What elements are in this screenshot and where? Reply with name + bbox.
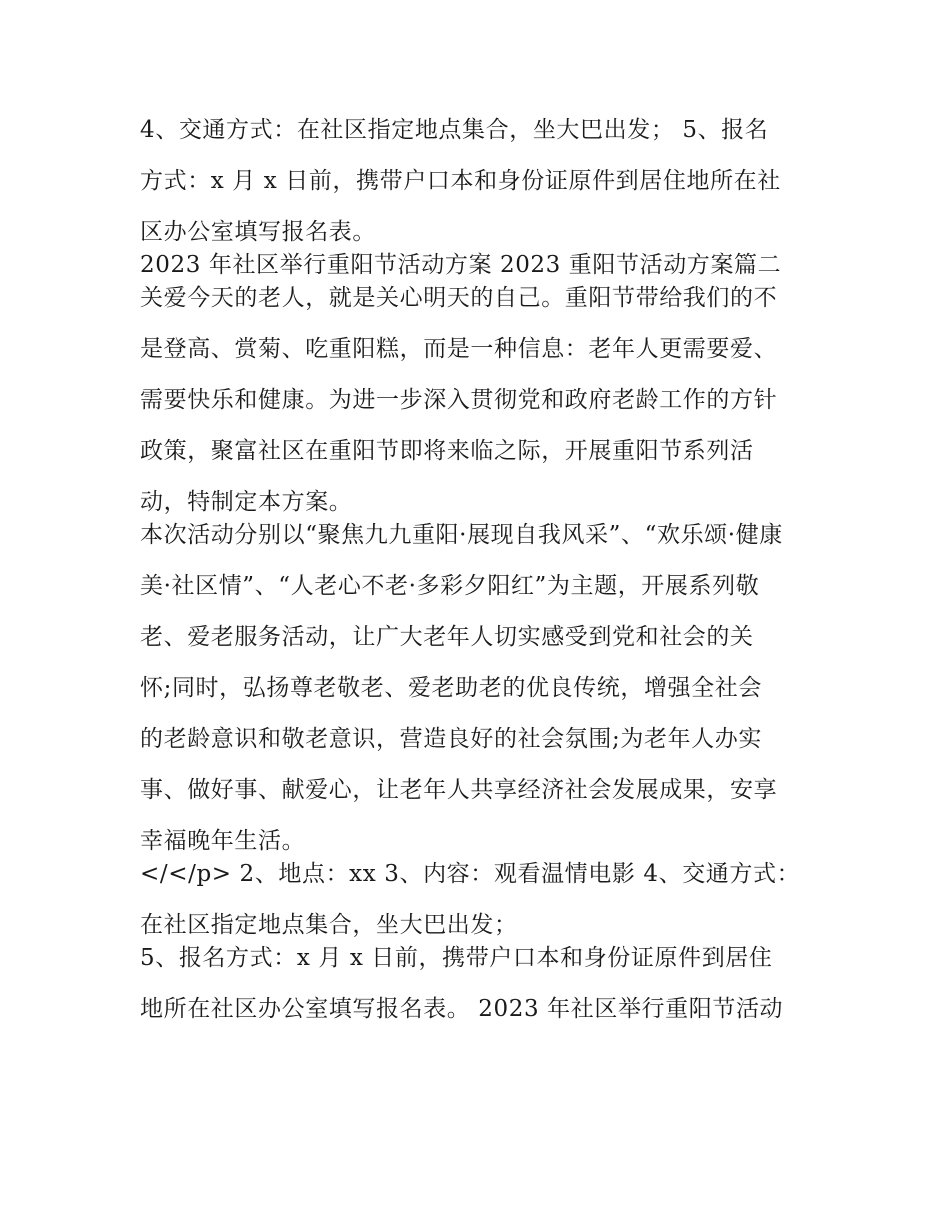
text-line: 5、报名方式：x 月 x 日前，携带户口本和身份证原件到居住 (140, 945, 773, 971)
text-line: 需要快乐和健康。为进一步深入贯彻党和政府老龄工作的方针 (140, 387, 778, 413)
text-line: 地所在社区办公室填写报名表。 2023 年社区举行重阳节活动 (140, 996, 784, 1022)
text-line: 本次活动分别以“聚焦九九重阳·展现自我风采”、“欢乐颂·健康 (140, 522, 783, 548)
document-body (140, 108, 820, 1038)
text-line: 美·社区情”、“人老心不老·多彩夕阳红”为主题，开展系列敬 (140, 573, 760, 599)
text-line: 关爱今天的老人，就是关心明天的自己。重阳节带给我们的不 (140, 285, 778, 311)
text-line: 幸福晚年生活。 (140, 828, 306, 854)
text-line: 是登高、赏菊、吃重阳糕，而是一种信息：老年人更需要爱、 (140, 336, 778, 362)
text-line: 在社区指定地点集合，坐大巴出发； (140, 912, 518, 938)
text-line: 动，特制定本方案。 (140, 489, 353, 515)
text-line: 4、交通方式：在社区指定地点集合，坐大巴出发； 5、报名 (140, 117, 769, 143)
text-line: 区办公室填写报名表。 (140, 219, 376, 245)
text-line: 方式：x 月 x 日前，携带户口本和身份证原件到居住地所在社 (140, 168, 781, 194)
text-line: 老、爱老服务活动，让广大老年人切实感受到党和社会的关 (140, 624, 754, 650)
text-line: 事、做好事、献爱心，让老年人共享经济社会发展成果，安享 (140, 777, 778, 803)
text-line: 的老龄意识和敬老意识，营造良好的社会氛围;为老年人办实 (140, 726, 762, 752)
section-heading: 2023 年社区举行重阳节活动方案 2023 重阳节活动方案篇二 (140, 252, 782, 278)
text-line: </</p> 2、地点：xx 3、内容：观看温情电影 4、交通方式： (140, 861, 801, 887)
text-line: 政策，聚富社区在重阳节即将来临之际，开展重阳节系列活 (140, 438, 754, 464)
text-line: 怀;同时，弘扬尊老敬老、爱老助老的优良传统，增强全社会 (140, 675, 762, 701)
